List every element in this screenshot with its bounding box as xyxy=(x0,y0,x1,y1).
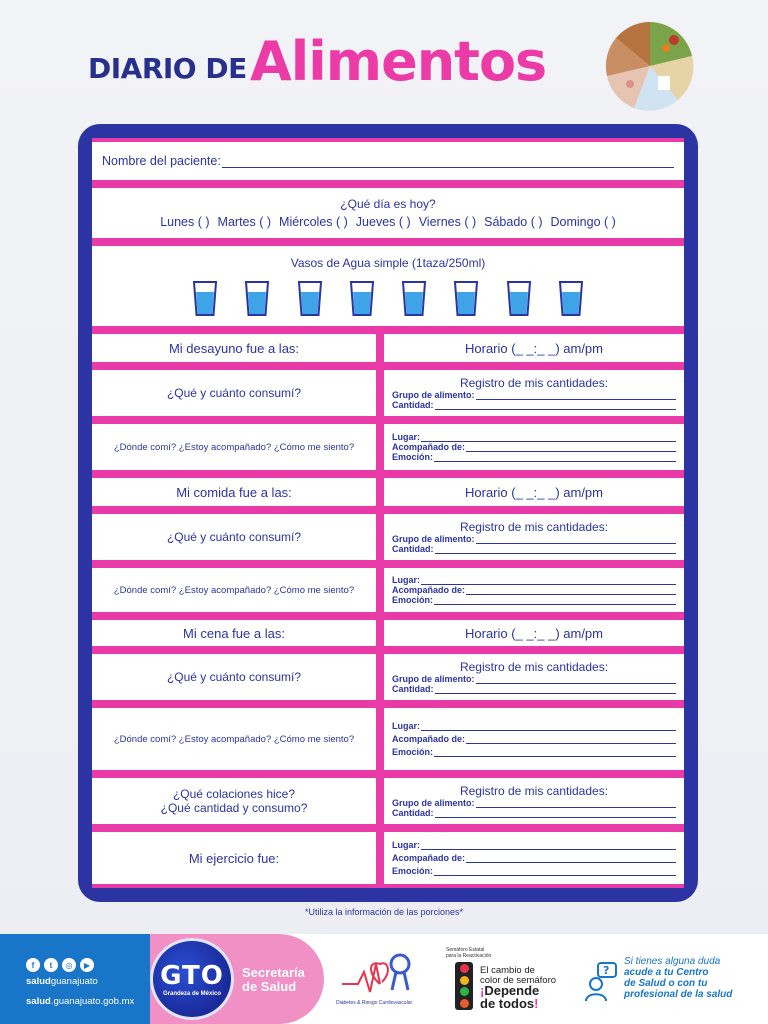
red-light xyxy=(460,964,469,973)
lunch-what-cell xyxy=(92,514,376,560)
dinner-company-field[interactable] xyxy=(392,734,676,744)
dinner-schedule: Horario (_ _:_ _) am/pm xyxy=(465,625,603,641)
lunch-company-field[interactable] xyxy=(392,585,676,595)
day-option-domingo[interactable]: Domingo ( ) xyxy=(550,215,616,229)
secretaria-line-1: Secretaría xyxy=(242,965,305,980)
breakfast-where-label: ¿Dónde comí? ¿Estoy acompañado? ¿Cómo me siento? xyxy=(113,441,355,453)
dinner-time-label: Mi cena fue a las: xyxy=(183,625,285,641)
water-glass-icon[interactable] xyxy=(506,280,532,316)
field-line xyxy=(434,868,676,876)
emotion-label: Emoción: xyxy=(392,747,434,757)
help-line-4: profesional de la salud xyxy=(624,989,733,1000)
dinner-where-cell xyxy=(92,708,376,770)
breakfast-time-label: Mi desayuno fue a las: xyxy=(168,340,300,356)
place-label: Lugar: xyxy=(392,840,420,850)
breakfast-what-label: ¿Qué y cuánto consumí? xyxy=(166,386,302,400)
field-line xyxy=(466,444,676,452)
breakfast-emotion-field[interactable] xyxy=(392,452,676,462)
portions-note: *Utiliza la información de las porciones* xyxy=(304,907,464,917)
field-line xyxy=(476,536,676,544)
dinner-registry-cell xyxy=(384,654,684,700)
field-line xyxy=(435,686,677,694)
lunch-schedule: Horario (_ _:_ _) am/pm xyxy=(465,484,603,500)
field-line xyxy=(435,810,677,818)
depende-line-1: Depende xyxy=(484,983,540,998)
yellow-light xyxy=(460,976,469,985)
dinner-schedule-cell[interactable] xyxy=(384,620,684,646)
lunch-registry-title: Registro de mis cantidades: xyxy=(459,520,609,534)
dinner-context-cell xyxy=(384,708,684,770)
website-link[interactable] xyxy=(26,996,134,1007)
snacks-question-1: ¿Qué colaciones hice? xyxy=(172,787,296,801)
breakfast-context-cell xyxy=(384,424,684,470)
gto-word: GTO xyxy=(160,961,224,991)
food-plate-icon xyxy=(604,20,696,112)
exercise-context-cell xyxy=(384,832,684,884)
water-glass-icon[interactable] xyxy=(297,280,323,316)
day-option-miercoles[interactable]: Miércoles ( ) xyxy=(279,215,348,229)
lunch-where-cell xyxy=(92,568,376,612)
company-label: Acompañado de: xyxy=(392,734,466,744)
quantity-label: Cantidad: xyxy=(392,808,434,818)
lunch-schedule-cell[interactable] xyxy=(384,478,684,506)
help-message xyxy=(624,956,732,1000)
field-line xyxy=(466,855,676,863)
field-line xyxy=(476,392,676,400)
semaforo-text-1: El cambio de xyxy=(480,965,535,976)
quantity-label: Cantidad: xyxy=(392,684,434,694)
company-label: Acompañado de: xyxy=(392,853,466,863)
day-option-jueves[interactable]: Jueves ( ) xyxy=(355,215,411,229)
snacks-food-group-field[interactable] xyxy=(392,798,676,808)
patient-name-field[interactable] xyxy=(102,154,674,168)
exercise-emotion-field[interactable] xyxy=(392,866,676,876)
lunch-registry-cell xyxy=(384,514,684,560)
website-bold: salud xyxy=(26,996,51,1007)
semaforo-caption-1: Semáforo Estatal xyxy=(446,947,485,953)
dinner-place-field[interactable] xyxy=(392,721,676,731)
water-label: Vasos de Agua simple (1taza/250ml) xyxy=(290,256,486,270)
food-group-label: Grupo de alimento: xyxy=(392,798,475,808)
lunch-time-label-cell xyxy=(92,478,376,506)
lunch-food-group-field[interactable] xyxy=(392,534,676,544)
title-main: Alimentos xyxy=(250,30,547,93)
gto-tagline: Grandeza de México xyxy=(162,991,222,997)
exercise-label: Mi ejercicio fue: xyxy=(188,850,280,866)
help-line-1: Si tienes alguna duda xyxy=(624,956,721,967)
breakfast-registry-title: Registro de mis cantidades: xyxy=(459,376,609,390)
lunch-what-label: ¿Qué y cuánto consumí? xyxy=(166,530,302,544)
snacks-quantity-field[interactable] xyxy=(392,808,676,818)
water-glass-icon[interactable] xyxy=(401,280,427,316)
field-line xyxy=(421,434,676,442)
gto-logo xyxy=(150,938,234,1020)
breakfast-place-field[interactable] xyxy=(392,432,676,442)
orange-light xyxy=(460,999,469,1008)
breakfast-food-group-field[interactable] xyxy=(392,390,676,400)
quantity-label: Cantidad: xyxy=(392,400,434,410)
instagram-icon[interactable]: ◎ xyxy=(62,958,76,972)
day-question: ¿Qué día es hoy? xyxy=(340,197,436,211)
dinner-food-group-field[interactable] xyxy=(392,674,676,684)
title-prefix: DIARIO DE xyxy=(88,52,247,85)
water-glass-icon[interactable] xyxy=(244,280,270,316)
food-group-label: Grupo de alimento: xyxy=(392,390,475,400)
field-line xyxy=(434,454,676,462)
svg-text:?: ? xyxy=(603,964,610,977)
day-option-viernes[interactable]: Viernes ( ) xyxy=(418,215,477,229)
social-handle-bold: salud xyxy=(26,976,51,987)
food-group-label: Grupo de alimento: xyxy=(392,674,475,684)
lunch-context-cell xyxy=(384,568,684,612)
secretaria-line-2: de Salud xyxy=(242,979,297,994)
dinner-quantity-field[interactable] xyxy=(392,684,676,694)
field-line xyxy=(421,842,676,850)
company-label: Acompañado de: xyxy=(392,442,466,452)
snacks-question-2: ¿Qué cantidad y consumo? xyxy=(160,801,308,815)
semaforo-caption xyxy=(446,948,491,959)
day-options xyxy=(160,215,616,229)
day-option-martes[interactable]: Martes ( ) xyxy=(217,215,272,229)
diabetes-logo-text: Diabetes & Riesgo Cardiovascular xyxy=(336,1000,413,1006)
field-line xyxy=(434,597,676,605)
water-row xyxy=(92,246,684,326)
patient-name-row xyxy=(92,142,684,180)
patient-name-label: Nombre del paciente: xyxy=(102,154,221,168)
day-option-lunes[interactable]: Lunes ( ) xyxy=(160,215,210,229)
water-glass-icon[interactable] xyxy=(453,280,479,316)
field-line xyxy=(466,736,676,744)
dinner-emotion-field[interactable] xyxy=(392,747,676,757)
field-line xyxy=(466,587,676,595)
website-rest: .guanajuato.gob.mx xyxy=(50,996,135,1007)
depende-slogan: ¡Depende de todos! xyxy=(480,983,540,1011)
water-glasses xyxy=(192,280,584,316)
day-option-sabado[interactable]: Sábado ( ) xyxy=(484,215,543,229)
lunch-where-label: ¿Dónde comí? ¿Estoy acompañado? ¿Cómo me siento? xyxy=(113,584,355,596)
day-row xyxy=(92,188,684,238)
field-line xyxy=(421,723,676,731)
emotion-label: Emoción: xyxy=(392,866,434,876)
breakfast-time-label-cell xyxy=(92,334,376,362)
snacks-cell xyxy=(92,778,376,824)
breakfast-what-cell xyxy=(92,370,376,416)
field-line xyxy=(435,546,677,554)
emotion-label: Emoción: xyxy=(392,595,434,605)
lunch-place-field[interactable] xyxy=(392,575,676,585)
breakfast-schedule-cell[interactable] xyxy=(384,334,684,362)
dinner-registry-title: Registro de mis cantidades: xyxy=(459,660,609,674)
social-handle[interactable] xyxy=(26,976,98,987)
help-line-2: acude a tu Centro xyxy=(624,967,709,978)
semaforo-caption-2: para la Reactivación xyxy=(446,952,492,959)
field-line xyxy=(434,749,676,757)
breakfast-company-field[interactable] xyxy=(392,442,676,452)
lunch-quantity-field[interactable] xyxy=(392,544,676,554)
breakfast-schedule: Horario (_ _:_ _) am/pm xyxy=(465,340,603,356)
dinner-time-label-cell xyxy=(92,620,376,646)
place-label: Lugar: xyxy=(392,575,420,585)
water-glass-icon[interactable] xyxy=(558,280,584,316)
breakfast-where-cell xyxy=(92,424,376,470)
exercise-company-field[interactable] xyxy=(392,853,676,863)
twitter-icon[interactable]: t xyxy=(44,958,58,972)
field-line xyxy=(435,402,677,410)
field-line xyxy=(421,577,676,585)
exercise-place-field[interactable] xyxy=(392,840,676,850)
breakfast-quantity-field[interactable] xyxy=(392,400,676,410)
lunch-time-label: Mi comida fue a las: xyxy=(176,484,292,500)
dinner-what-cell xyxy=(92,654,376,700)
traffic-light-icon xyxy=(455,962,473,1010)
water-glass-icon[interactable] xyxy=(349,280,375,316)
social-handle-rest: guanajuato xyxy=(50,976,98,987)
food-group-label: Grupo de alimento: xyxy=(392,534,475,544)
help-line-3: de Salud o con tu xyxy=(624,978,708,989)
question-person-icon xyxy=(584,962,620,1002)
heart-ribbon-icon xyxy=(338,950,418,998)
youtube-icon[interactable]: ▶ xyxy=(80,958,94,972)
company-label: Acompañado de: xyxy=(392,585,466,595)
snacks-registry-title: Registro de mis cantidades: xyxy=(459,784,609,798)
field-line xyxy=(476,800,676,808)
place-label: Lugar: xyxy=(392,432,420,442)
snacks-registry-cell xyxy=(384,778,684,824)
emotion-label: Emoción: xyxy=(392,452,434,462)
breakfast-registry-cell xyxy=(384,370,684,416)
place-label: Lugar: xyxy=(392,721,420,731)
water-glass-icon[interactable] xyxy=(192,280,218,316)
social-icons xyxy=(26,958,94,972)
dinner-what-label: ¿Qué y cuánto consumí? xyxy=(166,670,302,684)
exercise-cell xyxy=(92,832,376,884)
depende-line-2: de todos xyxy=(480,996,535,1011)
secretaria-logo xyxy=(242,966,305,994)
green-light xyxy=(460,987,469,996)
lunch-emotion-field[interactable] xyxy=(392,595,676,605)
field-line xyxy=(476,676,676,684)
semaforo-text-2: color de semáforo xyxy=(480,975,557,986)
quantity-label: Cantidad: xyxy=(392,544,434,554)
facebook-icon[interactable]: f xyxy=(26,958,40,972)
dinner-where-label: ¿Dónde comí? ¿Estoy acompañado? ¿Cómo me siento? xyxy=(113,733,355,745)
patient-name-line xyxy=(222,156,674,168)
